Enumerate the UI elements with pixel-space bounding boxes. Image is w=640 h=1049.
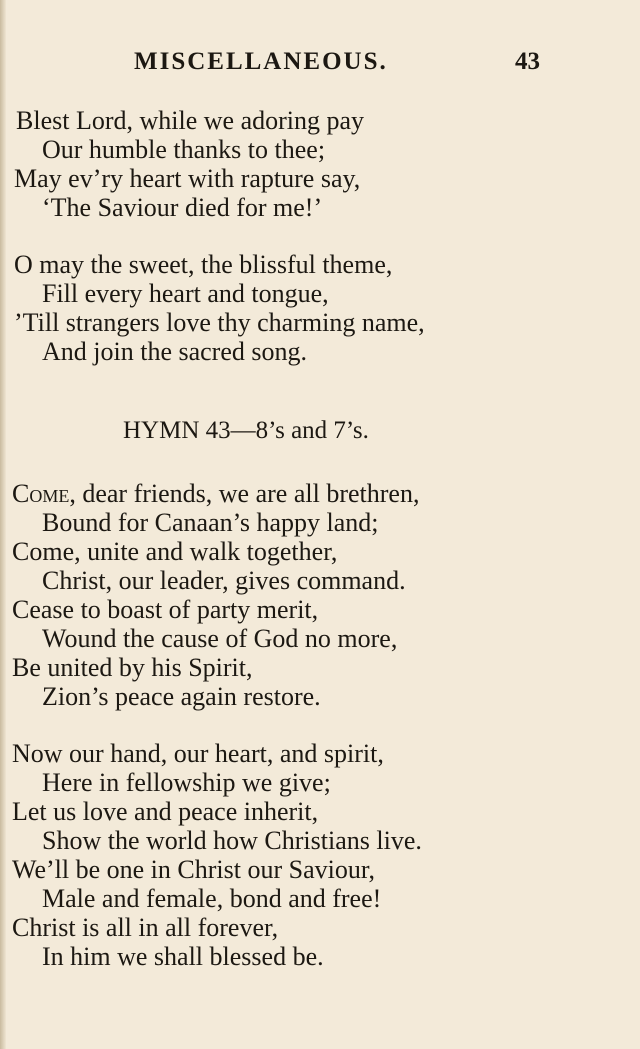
verse-line: Bound for Canaan’s happy land;	[42, 508, 379, 537]
verse-line: Come, unite and walk together,	[12, 537, 338, 566]
page-header	[0, 48, 640, 82]
verse-line: And join the sacred song.	[42, 337, 308, 366]
verse-line: Zion’s peace again restore.	[42, 682, 321, 711]
page-binding-edge	[0, 0, 6, 1049]
verse-line: O may the sweet, the blissful theme,	[14, 250, 393, 279]
verse-line	[12, 479, 419, 508]
verse-line: We’ll be one in Christ our Saviour,	[12, 855, 375, 884]
page-number: 43	[515, 48, 540, 75]
verse-line: Wound the cause of God no more,	[42, 624, 398, 653]
verse-line: Christ, our leader, gives command.	[42, 566, 406, 595]
verse-line: ’Till strangers love thy charming name,	[14, 308, 425, 337]
drop-word: Come,	[12, 479, 76, 508]
verse-line: Now our hand, our heart, and spirit,	[12, 739, 384, 768]
verse-line: Christ is all in all forever,	[12, 913, 279, 942]
verse-line: Fill every heart and tongue,	[42, 279, 329, 308]
verse-line: Show the world how Christians live.	[42, 826, 422, 855]
verse-line: Here in fellowship we give;	[42, 768, 331, 797]
line-rest: dear friends, we are all brethren,	[75, 479, 420, 508]
verse-line: ‘The Saviour died for me!’	[42, 193, 323, 222]
verse-line: Be united by his Spirit,	[12, 653, 253, 682]
hymn-title: HYMN 43—8’s and 7’s.	[123, 417, 369, 444]
verse-line: In him we shall blessed be.	[42, 942, 324, 971]
verse-line: Cease to boast of party merit,	[12, 595, 319, 624]
verse-line: Blest Lord, while we adoring pay	[16, 106, 365, 135]
running-title: MISCELLANEOUS.	[134, 48, 388, 75]
verse-line: May ev’ry heart with rapture say,	[14, 164, 361, 193]
verse-line: Let us love and peace inherit,	[12, 797, 319, 826]
verse-line: Our humble thanks to thee;	[42, 135, 326, 164]
verse-line: Male and female, bond and free!	[42, 884, 382, 913]
